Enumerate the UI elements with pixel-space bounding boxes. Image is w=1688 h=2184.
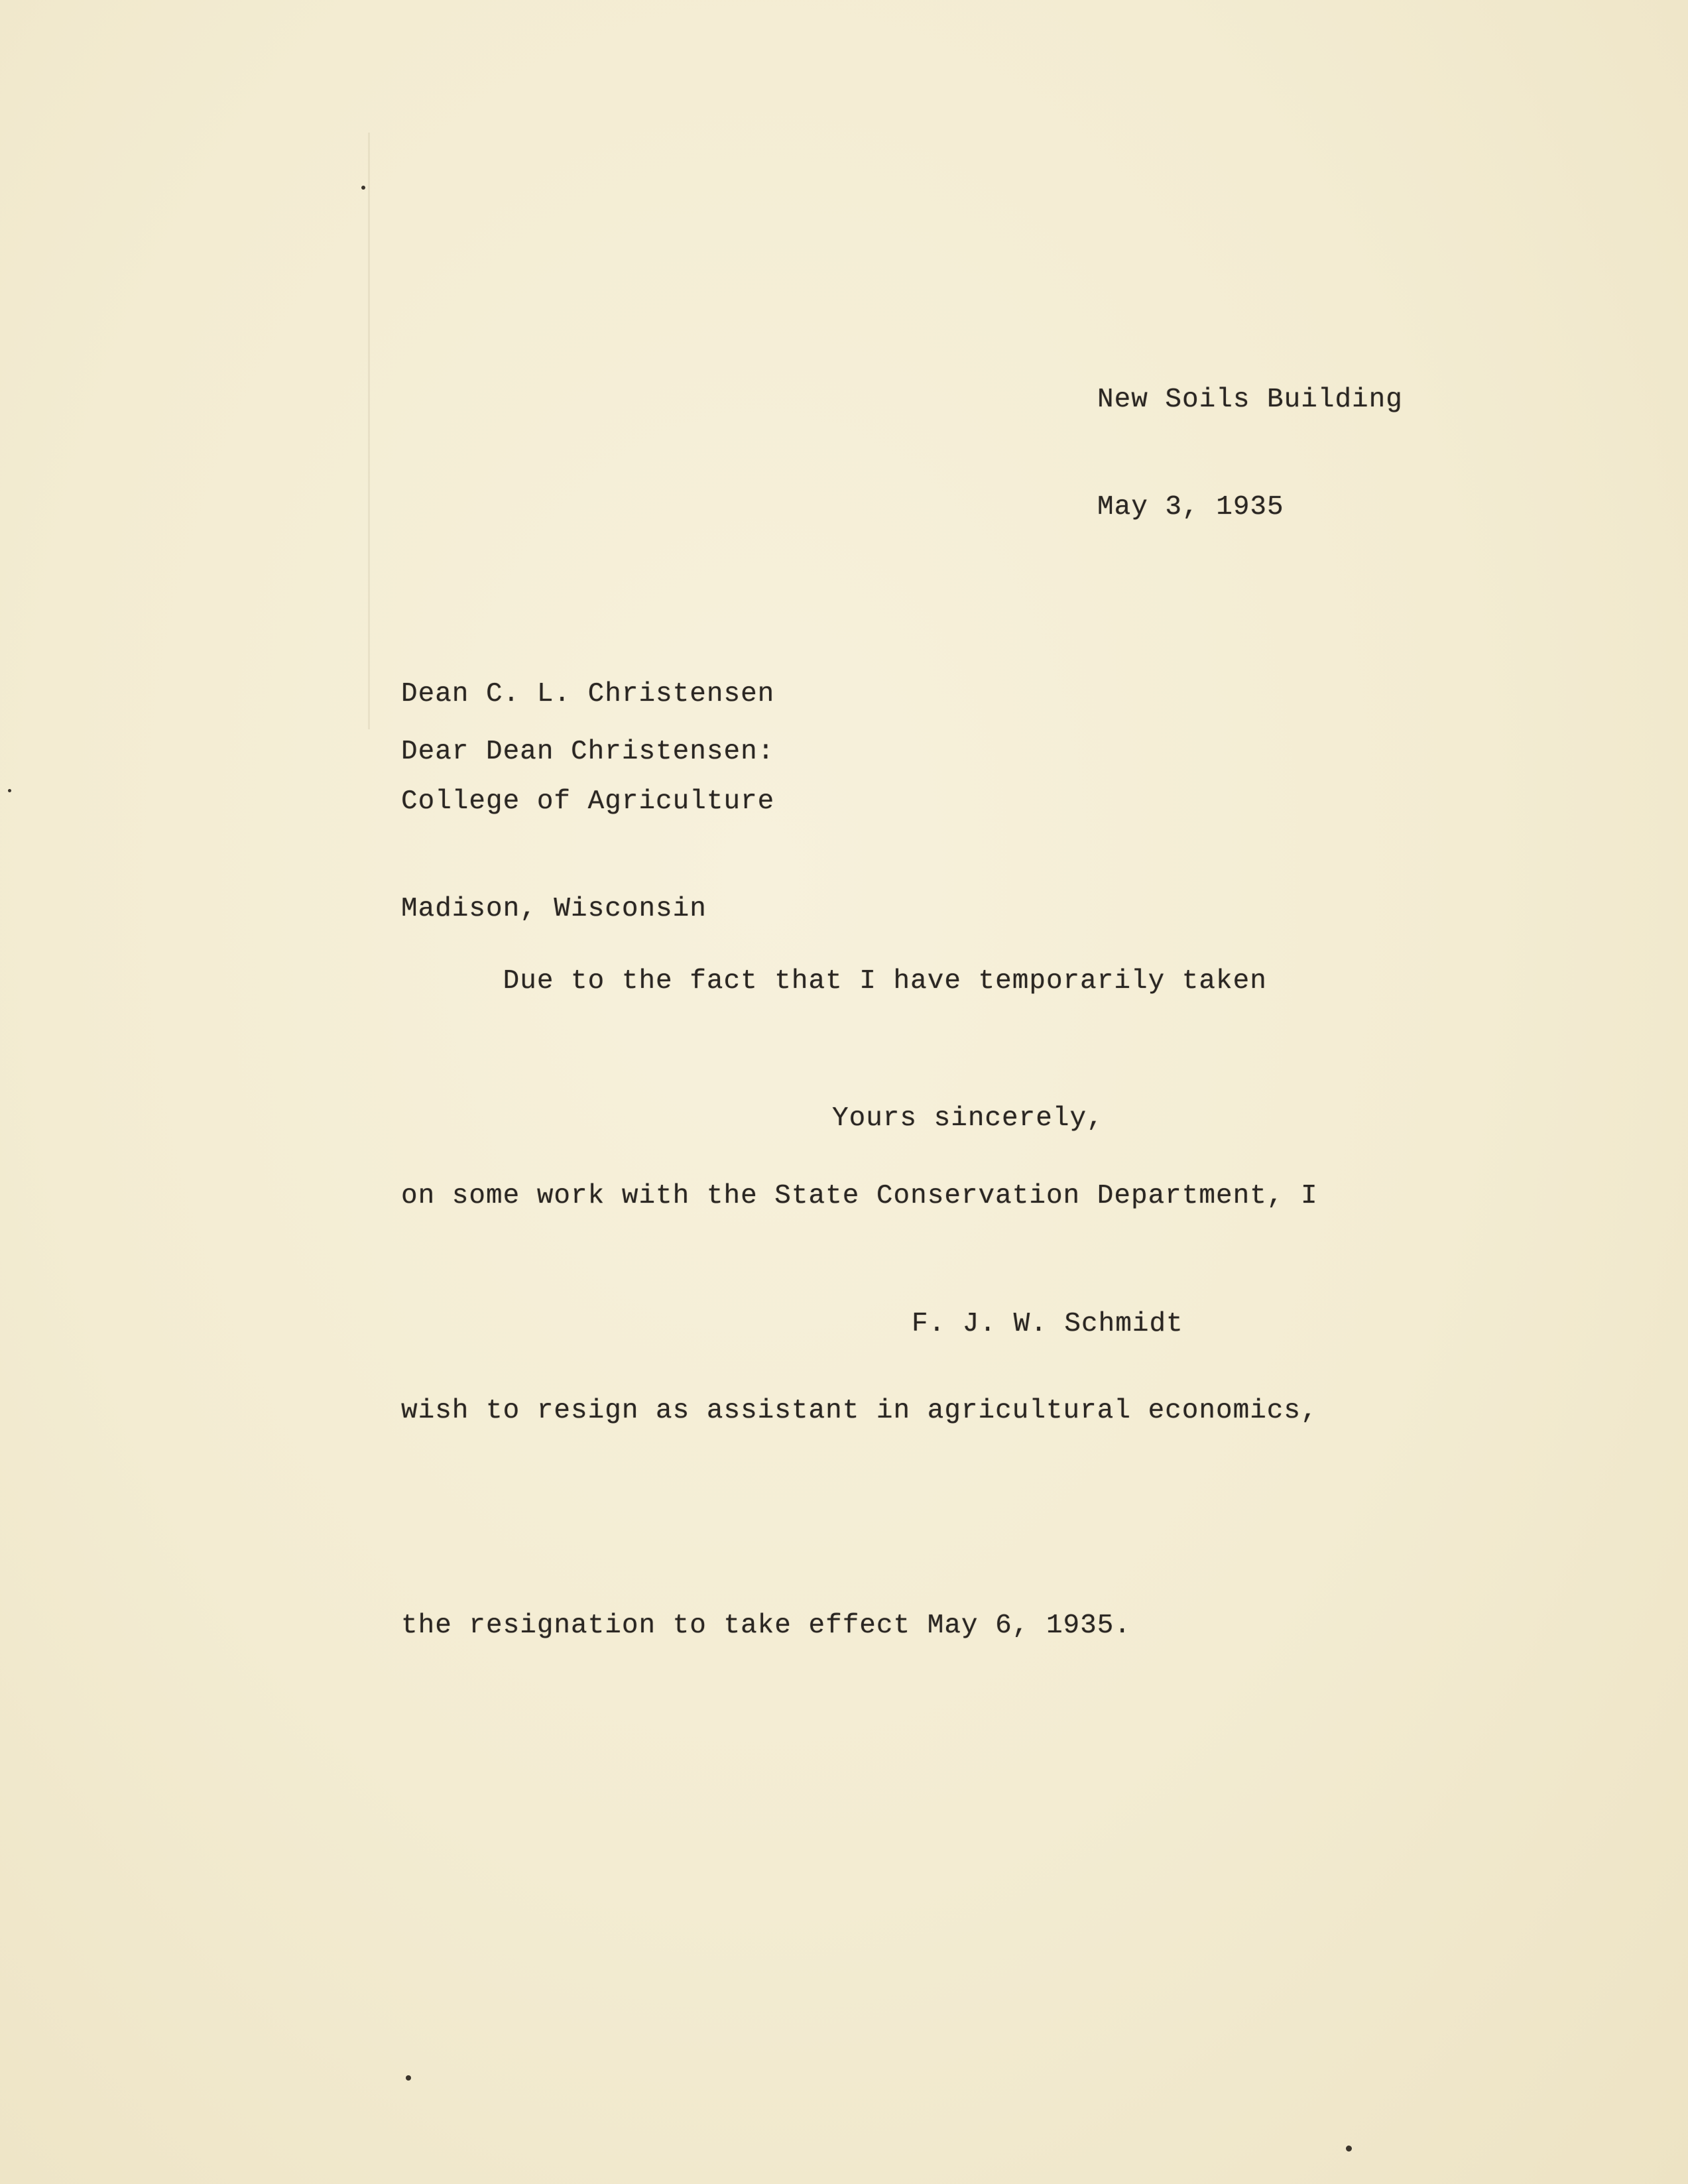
closing: Yours sincerely, — [832, 1103, 1104, 1134]
paper-crease — [368, 133, 370, 729]
return-address-line: New Soils Building — [1097, 385, 1403, 415]
recipient-organization: College of Agriculture — [401, 786, 775, 817]
recipient-name: Dean C. L. Christensen — [401, 679, 775, 709]
return-address — [1097, 310, 1403, 597]
signature-name: F. J. W. Schmidt — [912, 1309, 1183, 1339]
body-line: on some work with the State Conservation Department, I — [401, 1181, 1318, 1211]
letter-body — [401, 802, 1318, 1805]
letter-date: May 3, 1935 — [1097, 492, 1284, 522]
body-line: wish to resign as assistant in agricultural economics, — [401, 1396, 1318, 1426]
body-line: the resignation to take effect May 6, 1935. — [401, 1610, 1131, 1641]
recipient-city: Madison, Wisconsin — [401, 894, 707, 924]
paper-speck — [406, 2075, 411, 2081]
body-line: Due to the fact that I have temporarily taken — [401, 966, 1267, 997]
salutation: Dear Dean Christensen: — [401, 737, 775, 767]
paper-speck — [1346, 2146, 1352, 2152]
paper-speck — [8, 789, 11, 792]
paper-speck — [361, 186, 365, 190]
